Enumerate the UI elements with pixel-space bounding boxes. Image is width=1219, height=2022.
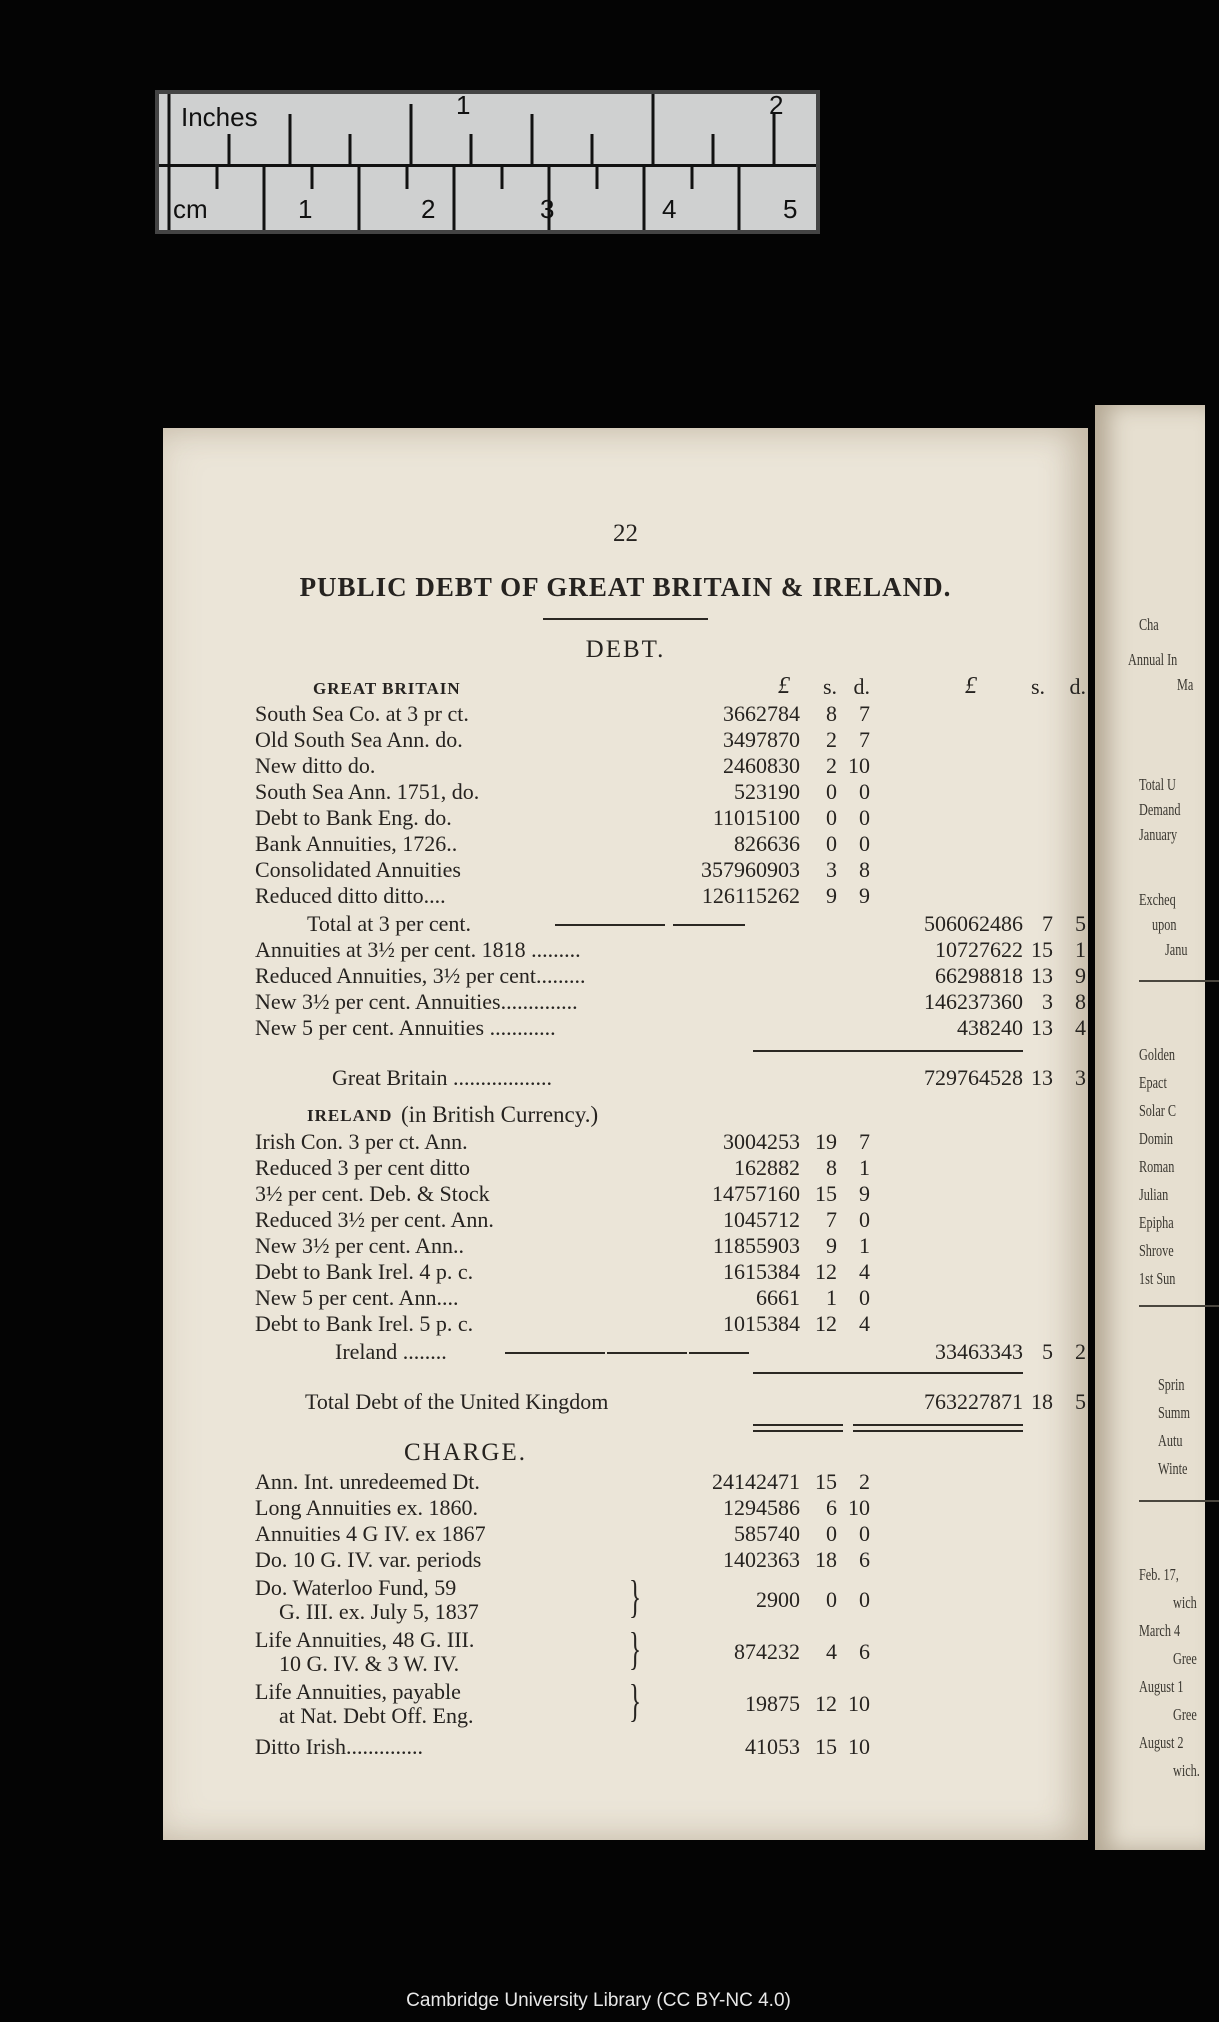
shillings: 5 [1042,1339,1053,1364]
shillings-header-2: s. [1030,674,1045,699]
image-credit: Cambridge University Library (CC BY-NC 4.0) [406,1990,791,2011]
sum-rule [753,1050,1023,1052]
debt-row [255,700,1095,727]
facing-text: 1st Sun [1139,1269,1176,1288]
shillings: 15 [815,1734,837,1759]
pence: 0 [859,1521,870,1546]
shillings: 12 [815,1691,837,1716]
pounds: 126115262 [701,883,800,908]
pounds: 41053 [745,1734,800,1759]
shillings: 0 [826,831,837,856]
pence: 9 [1075,963,1086,988]
cm-number: 1 [298,194,313,224]
brace-icon: } [629,1675,642,1726]
double-rule [853,1430,1023,1432]
row-label: Total at 3 per cent. [307,911,472,936]
charge-heading: CHARGE. [403,1439,528,1466]
brace-icon: } [629,1571,642,1622]
pounds: 11015100 [712,805,800,830]
row-label: at Nat. Debt Off. Eng. [279,1703,474,1728]
shillings: 1 [826,1285,837,1310]
facing-text: Solar C [1139,1101,1177,1120]
title-rule [543,618,708,620]
facing-text: Excheq [1139,890,1176,909]
debt-row [255,882,1095,909]
shillings: 15 [815,1469,837,1494]
pounds: 2460830 [723,753,800,778]
braced-row [255,1626,1095,1653]
pounds: 66298818 [935,963,1023,988]
facing-text: Demand [1139,800,1181,819]
row-label: Reduced ditto ditto.... [255,883,446,908]
shillings: 0 [826,1521,837,1546]
row-label: Debt to Bank Irel. 4 p. c. [255,1259,474,1284]
shillings: 6 [826,1495,837,1520]
shillings: 7 [1042,911,1053,936]
measurement-ruler [155,90,820,234]
pence: 9 [859,1181,870,1206]
shillings: 13 [1031,1015,1053,1040]
debt-heading: DEBT. [585,636,666,663]
ruler-midline [159,164,816,167]
facing-text: Cha [1139,615,1159,634]
row-label: G. III. ex. July 5, 1837 [279,1599,479,1624]
pounds-header-2: £ [965,673,977,699]
facing-text: Julian [1139,1185,1169,1204]
pence: 7 [859,727,870,752]
pence: 0 [859,779,870,804]
pence: 5 [1075,1389,1086,1414]
pounds: 1015384 [723,1311,800,1336]
double-rule [753,1424,843,1426]
pounds: 162882 [734,1155,800,1180]
row-label: New 5 per cent. Ann.... [255,1285,459,1310]
pounds: 11855903 [712,1233,800,1258]
facing-rule [1139,1305,1219,1307]
pounds: 438240 [957,1015,1023,1040]
row-label: Old South Sea Ann. do. [255,727,463,752]
row-label: New 5 per cent. Annuities ............ [255,1015,556,1040]
pence: 2 [859,1469,870,1494]
row-label: Ann. Int. unredeemed Dt. [255,1469,480,1494]
row-label: Debt to Bank Eng. do. [255,805,452,830]
debt-row [255,1180,1095,1207]
pence: 9 [859,883,870,908]
row-label: Long Annuities ex. 1860. [255,1495,479,1520]
debt-row [255,804,1095,831]
pence: 4 [1075,1015,1086,1040]
shillings: 7 [826,1207,837,1232]
facing-page [1095,405,1205,1850]
shillings: 3 [1042,989,1053,1014]
pence: 5 [1075,911,1086,936]
facing-text: Golden [1139,1045,1176,1064]
shillings: 2 [826,753,837,778]
ireland-heading [255,1102,1095,1128]
pence: 4 [859,1311,870,1336]
shillings: 12 [815,1311,837,1336]
ireland-caps: IRELAND [307,1106,393,1125]
row-label: Great Britain .................. [332,1065,552,1090]
row-label: Annuities at 3½ per cent. 1818 ......... [255,937,581,962]
debt-row [255,1232,1095,1259]
page-number: 22 [613,520,638,547]
shillings: 4 [826,1639,837,1664]
pence: 0 [859,831,870,856]
shillings: 2 [826,727,837,752]
debt-row [255,726,1095,753]
facing-text: Sprin [1158,1375,1185,1394]
column-header [255,673,1095,700]
pence: 3 [1075,1065,1086,1090]
pence-header-2: d. [1069,674,1086,699]
debt-row [255,1284,1095,1311]
pence: 0 [859,805,870,830]
inch-number: 2 [769,90,784,120]
pounds: 585740 [734,1521,800,1546]
pounds: 24142471 [712,1469,800,1494]
row-label: Ireland ........ [335,1339,447,1364]
shillings: 0 [826,1587,837,1612]
pence: 10 [848,1495,870,1520]
shillings: 0 [826,805,837,830]
braced-row [255,1678,1095,1705]
shillings: 9 [826,1233,837,1258]
pounds: 10727622 [935,937,1023,962]
facing-text: Autu [1158,1431,1183,1450]
row-label: New 3½ per cent. Annuities.............. [255,989,578,1014]
pounds: 506062486 [924,911,1023,936]
facing-text: Winte [1158,1459,1188,1478]
row-label: Reduced Annuities, 3½ per cent......... [255,963,586,988]
row-label: Life Annuities, 48 G. III. [255,1627,475,1652]
debt-row [255,1128,1095,1155]
facing-text: Epipha [1139,1213,1174,1232]
leader-rule [673,924,745,926]
book-page [163,428,1088,1840]
page-title: PUBLIC DEBT OF GREAT BRITAIN & IRELAND. [299,572,952,602]
shillings: 18 [815,1547,837,1572]
shillings-header: s. [822,674,837,699]
row-label: South Sea Co. at 3 pr ct. [255,701,469,726]
row-label: Irish Con. 3 per ct. Ann. [255,1129,468,1154]
pence: 10 [848,753,870,778]
leader-rule [689,1352,749,1354]
pence: 4 [859,1259,870,1284]
uk-total-row [255,1388,1095,1415]
debt-row [255,1310,1095,1337]
gb-section-label: GREAT BRITAIN [313,679,461,698]
debt-row [255,778,1095,805]
pence: 7 [859,701,870,726]
pounds: 2900 [756,1587,800,1612]
facing-text: Ma [1177,675,1194,694]
leader-rule [555,924,665,926]
row-label: Debt to Bank Irel. 5 p. c. [255,1311,474,1336]
facing-text: March 4 [1139,1621,1181,1640]
row-label: South Sea Ann. 1751, do. [255,779,480,804]
total-3pc-row [255,910,1095,937]
pence: 8 [859,857,870,882]
shillings: 12 [815,1259,837,1284]
pounds: 146237360 [924,989,1023,1014]
cm-number: 2 [421,194,436,224]
ireland-currency-note: (in British Currency.) [401,1102,599,1127]
double-rule [853,1424,1023,1426]
pounds: 874232 [734,1639,800,1664]
row-label: Annuities 4 G IV. ex 1867 [255,1521,486,1546]
row-label: Ditto Irish.............. [255,1734,424,1759]
brace-icon: } [629,1623,642,1674]
pence: 6 [859,1639,870,1664]
cm-number: 5 [783,194,798,224]
facing-text: Roman [1139,1157,1175,1176]
shillings: 13 [1031,963,1053,988]
pence: 1 [859,1233,870,1258]
row-label: Total Debt of the United Kingdom [305,1389,609,1414]
pence: 2 [1075,1339,1086,1364]
facing-text: Domin [1139,1129,1174,1148]
cm-label: cm [173,194,208,224]
shillings: 8 [826,701,837,726]
facing-rule [1139,1500,1219,1502]
facing-text: Janu [1165,940,1188,959]
pounds: 826636 [734,831,800,856]
debt-row [255,988,1095,1015]
facing-text: upon [1152,915,1177,934]
row-label: Bank Annuities, 1726.. [255,831,458,856]
pounds: 3497870 [723,727,800,752]
row-label: Life Annuities, payable [255,1679,461,1704]
facing-text: Gree [1173,1649,1197,1668]
pounds: 357960903 [701,857,800,882]
facing-text: Shrove [1139,1241,1174,1260]
cm-number: 3 [540,194,555,224]
pence: 0 [859,1207,870,1232]
pence: 6 [859,1547,870,1572]
pounds: 1294586 [723,1495,800,1520]
inch-number: 1 [456,90,471,120]
debt-row [255,962,1095,989]
row-label: New 3½ per cent. Ann.. [255,1233,464,1258]
pounds: 729764528 [924,1065,1023,1090]
debt-row [255,1014,1095,1041]
sum-rule [753,1372,1023,1374]
debt-row [255,1494,1095,1521]
pounds-header: £ [778,673,790,699]
facing-text: Summ [1158,1403,1190,1422]
pounds: 1045712 [723,1207,800,1232]
facing-text: August 1 [1139,1677,1184,1696]
row-label: Do. 10 G. IV. var. periods [255,1547,482,1572]
row-label: Reduced 3 per cent ditto [255,1155,471,1180]
pounds: 6661 [756,1285,800,1310]
facing-text: Feb. 17, [1139,1565,1179,1584]
double-rule [753,1430,843,1432]
shillings: 19 [815,1129,837,1154]
pounds: 523190 [734,779,800,804]
gb-total-row [255,1064,1095,1091]
row-label: 3½ per cent. Deb. & Stock [255,1181,490,1206]
pence: 0 [859,1285,870,1310]
debt-row [255,936,1095,963]
shillings: 13 [1031,1065,1053,1090]
pence: 1 [859,1155,870,1180]
pounds: 3662784 [723,701,800,726]
facing-text: Epact [1139,1073,1167,1092]
shillings: 8 [826,1155,837,1180]
facing-text: January [1139,825,1178,844]
pounds: 3004253 [723,1129,800,1154]
charge-row [255,1733,1095,1760]
shillings: 3 [826,857,837,882]
debt-row [255,1154,1095,1181]
facing-text: wich. [1173,1761,1200,1780]
debt-row [255,1520,1095,1547]
debt-row [255,1468,1095,1495]
facing-text: August 2 [1139,1733,1184,1752]
pence: 1 [1075,937,1086,962]
facing-rule [1139,980,1219,982]
shillings: 9 [826,883,837,908]
leader-rule [505,1352,605,1354]
pence-header: d. [853,674,870,699]
pounds: 1402363 [723,1547,800,1572]
shillings: 15 [1031,937,1053,962]
pence: 7 [859,1129,870,1154]
pence: 10 [848,1734,870,1759]
debt-row [255,752,1095,779]
ireland-total-row [255,1338,1095,1365]
inches-label: Inches [181,102,258,132]
cm-number: 4 [662,194,677,224]
row-label: New ditto do. [255,753,376,778]
pounds: 1615384 [723,1259,800,1284]
facing-text: Gree [1173,1705,1197,1724]
shillings: 15 [815,1181,837,1206]
braced-row [255,1574,1095,1601]
facing-text: Annual In [1128,650,1178,669]
row-label: Do. Waterloo Fund, 59 [255,1575,457,1600]
pence: 0 [859,1587,870,1612]
facing-text: wich [1173,1593,1197,1612]
row-label: Reduced 3½ per cent. Ann. [255,1207,494,1232]
row-label: Consolidated Annuities [255,857,461,882]
row-label: 10 G. IV. & 3 W. IV. [279,1651,460,1676]
shillings: 18 [1031,1389,1053,1414]
leader-rule [607,1352,687,1354]
pence: 10 [848,1691,870,1716]
pounds: 763227871 [924,1389,1023,1414]
pounds: 14757160 [712,1181,800,1206]
pounds: 33463343 [935,1339,1023,1364]
pence: 8 [1075,989,1086,1014]
debt-row [255,1546,1095,1573]
shillings: 0 [826,779,837,804]
debt-row [255,1206,1095,1233]
debt-row [255,830,1095,857]
pounds: 19875 [745,1691,800,1716]
facing-text: Total U [1139,775,1176,794]
debt-row [255,856,1095,883]
debt-row [255,1258,1095,1285]
